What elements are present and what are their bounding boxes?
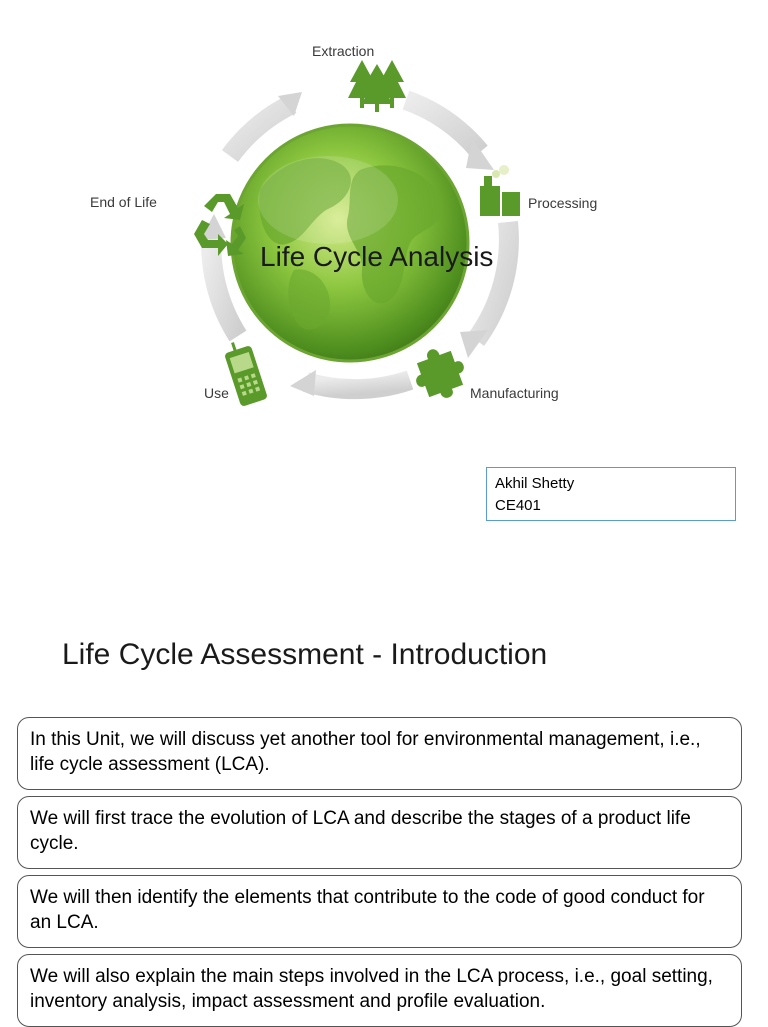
intro-point-box: We will first trace the evolution of LCA and describe the stages of a product life cycle.: [17, 796, 742, 869]
slide-heading: Life Cycle Assessment - Introduction: [62, 638, 548, 671]
author-name: Akhil Shetty: [495, 475, 575, 492]
intro-point-box: In this Unit, we will discuss yet another tool for environmental management, i.e., life cycle assessment (LCA).: [17, 717, 742, 790]
stage-label-end-of-life: End of Life: [90, 194, 157, 210]
stage-label-processing: Processing: [528, 195, 598, 211]
arrow-manufacturing-to-use: [306, 380, 410, 389]
introduction-slide: [0, 600, 768, 1024]
puzzle-piece-icon: [408, 341, 473, 406]
arrow-processing-to-manufacturing: [476, 222, 509, 340]
stage-label-extraction: Extraction: [312, 43, 375, 59]
factory-icon: [480, 165, 520, 216]
author-info-box: [486, 467, 736, 521]
trees-icon: [348, 60, 406, 112]
course-code: CE401: [495, 497, 541, 514]
intro-point-box: We will also explain the main steps involved in the LCA process, i.e., goal setting, inventory analysis, impact assessment and profile evaluation.: [17, 954, 742, 1027]
intro-point-box: We will then identify the elements that contribute to the code of good conduct for an LCA.: [17, 875, 742, 948]
life-cycle-diagram: [80, 30, 640, 430]
stage-label-use: Use: [204, 385, 229, 401]
stage-label-manufacturing: Manufacturing: [470, 385, 559, 401]
slide-title: Life Cycle Analysis: [260, 241, 494, 272]
